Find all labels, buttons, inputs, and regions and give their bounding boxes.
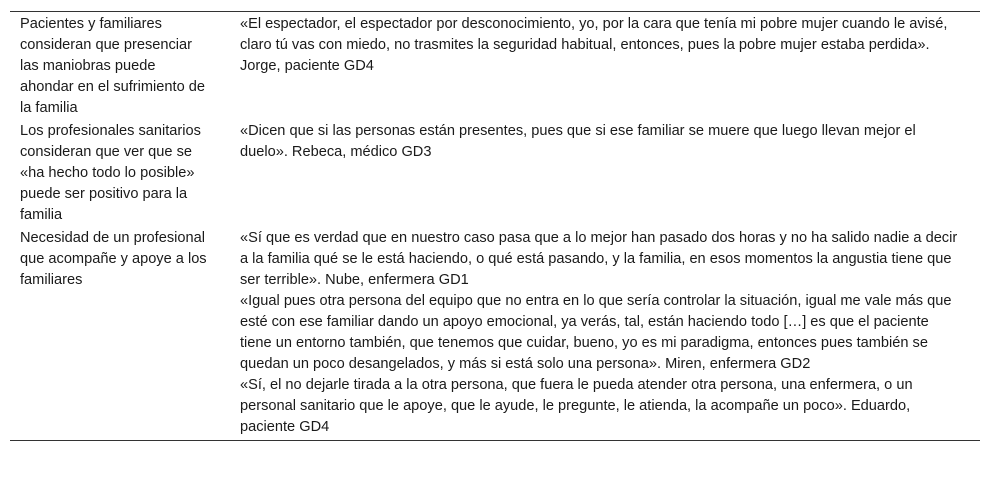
qualitative-results-table-container (10, 11, 980, 441)
table-row (10, 120, 980, 227)
quotes-cell (240, 12, 980, 121)
table-row (10, 227, 980, 441)
theme-cell: Los profesionales sanitarios consideran que ver que se «ha hecho todo lo posible» puede ser positivo para la familia (20, 123, 201, 223)
theme-cell: Pacientes y familiares consideran que presenciar las maniobras puede ahondar en el sufrimiento de la familia (20, 16, 205, 116)
table-row (10, 12, 980, 121)
qualitative-results-table (10, 11, 980, 441)
quote-text: «Sí que es verdad que en nuestro caso pasa que a lo mejor han pasado dos horas y no ha salido nadie a decir a la familia qué se le está haciendo, o qué está pasando, y la familia, en esos momentos la angustia tiene que ser terrible». Nube, enfermera GD1 (240, 230, 958, 288)
quote-text: «El espectador, el espectador por desconocimiento, yo, por la cara que tenía mi pobre mujer cuando le avisé, claro tú vas con miedo, no trasmites la seguridad habitual, entonces, pues la pobre mujer estaba perdida». Jorge, paciente GD4 (240, 16, 948, 74)
quote-text: «Sí, el no dejarle tirada a la otra persona, que fuera le pueda atender otra persona, una enfermera, o un personal sanitario que le apoye, que le ayude, le pregunte, le atienda, la acompañe un poco». Eduardo, paciente GD4 (240, 377, 913, 435)
quotes-cell (240, 227, 980, 441)
quote-text: «Dicen que si las personas están presentes, pues que si ese familiar se muere que luego llevan mejor el duelo». Rebeca, médico GD3 (240, 123, 916, 160)
theme-cell: Necesidad de un profesional que acompañe y apoye a los familiares (20, 230, 207, 288)
quote-text: «Igual pues otra persona del equipo que no entra en lo que sería controlar la situación, igual me vale más que esté con ese familiar dando un apoyo emocional, ya verás, tal, están haciendo todo […] es que el paciente tiene un entorno también, que tenemos que cuidar, bueno, yo es mi paradigma, entonces pues también se quedan un poco desangelados, y más si está solo una persona». Miren, enfermera GD2 (240, 293, 952, 372)
quotes-cell (240, 120, 980, 227)
